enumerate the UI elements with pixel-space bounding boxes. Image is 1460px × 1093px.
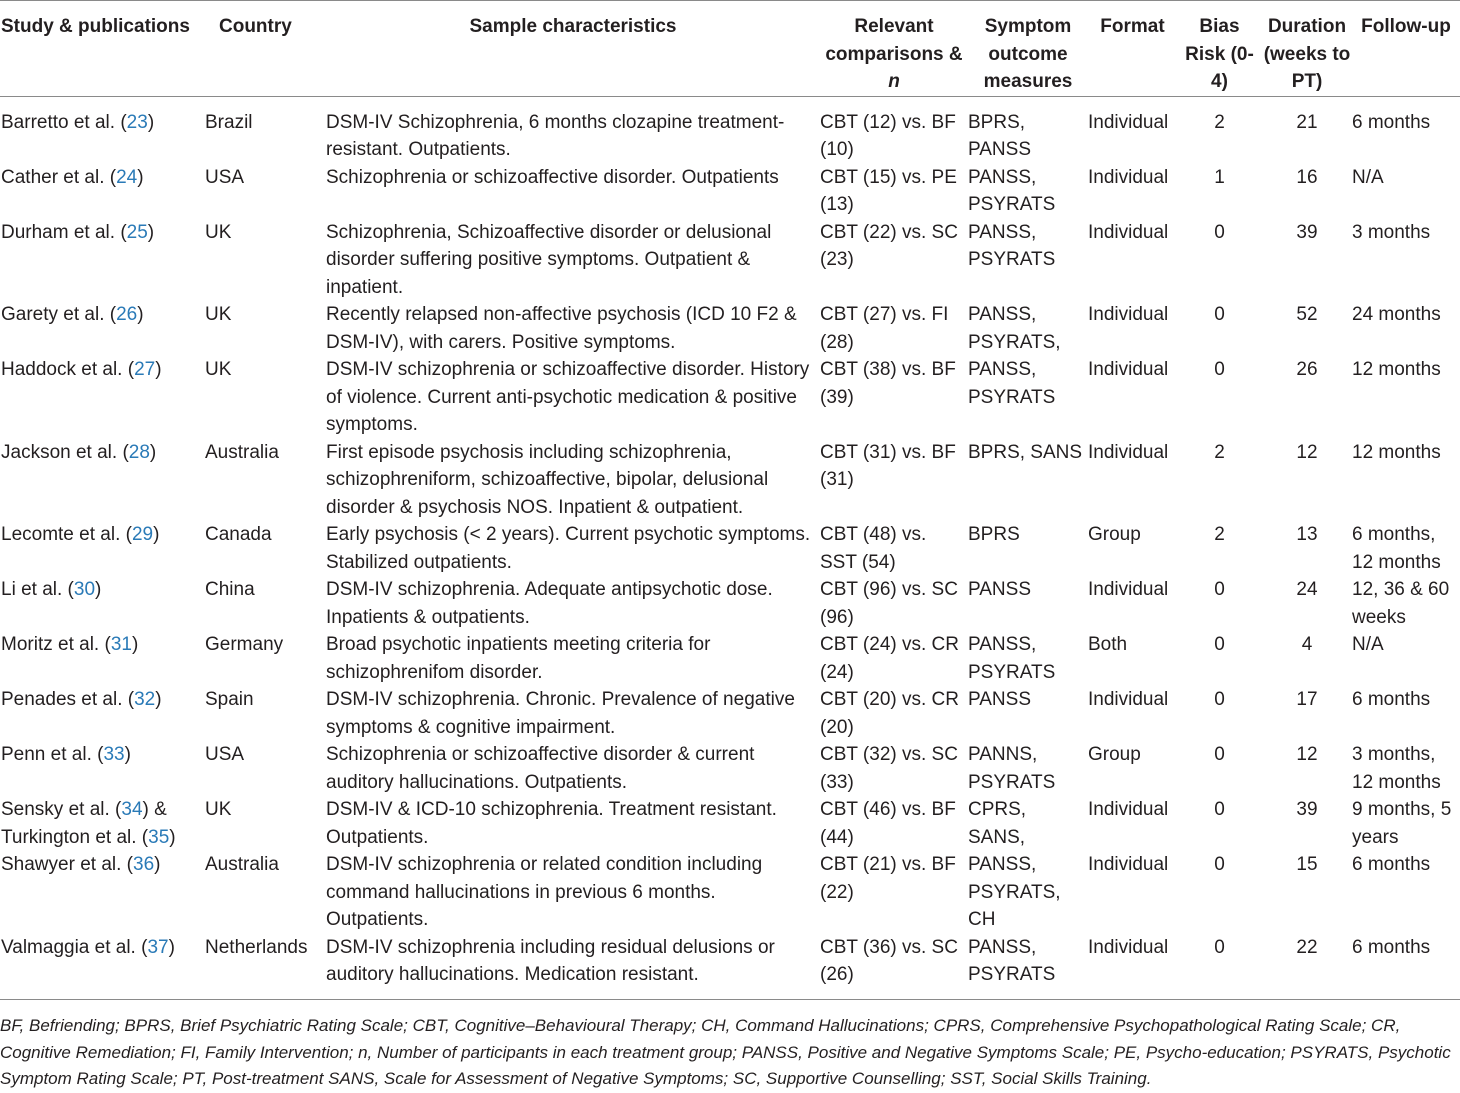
cell-followup: 12 months [1352,441,1441,463]
cell-outcome: BPRS, SANS [968,441,1083,463]
cell-country: Australia [205,854,279,875]
study-name: Moritz et al. ( [1,634,111,655]
cell-country: China [205,579,255,600]
cell-bias: 0 [1214,854,1225,875]
study-paren: ) [155,689,162,710]
reference-link: 30 [73,579,96,600]
cell-followup: 9 months, 5 years [1352,799,1452,848]
cell-format: Group [1088,744,1141,765]
cell-format: Individual [1088,166,1169,188]
table-row [0,576,1460,631]
study-name: Shawyer et al. ( [1,854,133,875]
cell-bias: 2 [1214,524,1225,545]
cell-format: Individual [1088,799,1169,820]
cell-bias: 2 [1214,441,1225,463]
cell-country: UK [205,304,232,325]
table-row [0,219,1460,302]
reference-link: 24 [116,166,138,188]
reference-link: 25 [126,221,148,243]
cell-format: Individual [1088,441,1169,463]
cell-comparisons: CBT (96) vs. SC (96) [820,579,958,628]
cell-bias: 0 [1214,744,1225,765]
cell-duration: 26 [1296,359,1318,380]
header-format: Format [1100,16,1165,37]
reference-link: 33 [103,744,125,765]
cell-study [0,741,205,796]
table-row [0,356,1460,439]
header-duration: Duration (weeks to PT) [1263,16,1351,92]
cell-sample: DSM-IV schizophrenia or related condition including command hallucinations in previous 6 months. Outpatients. [326,854,763,930]
cell-duration: 16 [1296,166,1318,188]
cell-format: Individual [1088,854,1169,875]
cell-sample: Recently relapsed non-affective psychosis (ICD 10 F2 & DSM-IV), with carers. Positive symptoms. [326,304,797,353]
study-name: Penades et al. ( [1,689,135,710]
cell-study [0,576,205,631]
cell-outcome: PANSS, PSYRATS [968,166,1056,215]
cell-study [0,796,205,851]
header-sample: Sample characteristics [469,16,677,37]
cell-duration: 13 [1296,524,1318,545]
cell-outcome: CPRS, SANS, [968,799,1027,848]
cell-comparisons: CBT (12) vs. BF (10) [820,111,956,160]
cell-country: UK [205,221,232,243]
cell-followup: N/A [1352,634,1384,655]
reference-link: 36 [133,854,155,875]
reference-link: 34 [121,799,143,820]
cell-comparisons: CBT (32) vs. SC (33) [820,744,958,793]
table-row [0,96,1460,164]
header-followup: Follow-up [1361,16,1451,37]
cell-sample: Schizophrenia, Schizoaffective disorder or delusional disorder suffering positive symptoms. Outpatient & inpatient. [326,221,772,298]
cell-study [0,96,205,164]
table-row [0,164,1460,219]
cell-duration: 39 [1296,799,1318,820]
study-name: Durham et al. ( [1,221,127,243]
cell-sample: Early psychosis (< 2 years). Current psychotic symptoms. Stabilized outpatients. [326,524,811,573]
cell-comparisons: CBT (27) vs. FI (28) [820,304,949,353]
header-comparisons-label: Relevant comparisons & [825,16,963,65]
cell-format: Individual [1088,304,1169,325]
cell-format: Individual [1088,221,1169,243]
reference-link: 27 [134,359,156,380]
study-name: Turkington et al. ( [1,826,149,848]
cell-study [0,934,205,1000]
header-study: Study & publications [1,16,190,37]
cell-outcome: BPRS [968,524,1020,545]
cell-outcome: PANSS, PSYRATS [968,359,1056,408]
study-name: Lecomte et al. ( [1,524,132,545]
study-name: Cather et al. ( [1,166,117,188]
cell-followup: 12, 36 & 60 weeks [1352,579,1450,628]
header-bias: Bias Risk (0-4) [1185,16,1254,92]
cell-bias: 0 [1214,359,1225,380]
cell-duration: 4 [1301,634,1313,655]
study-paren: ) [124,744,131,765]
cell-bias: 0 [1214,799,1225,820]
reference-link: 29 [131,524,154,545]
study-name: Haddock et al. ( [1,359,135,380]
cell-outcome: PANSS, PSYRATS [968,936,1056,985]
study-paren: ) [137,304,144,325]
cell-outcome: BPRS, PANSS [968,111,1032,160]
cell-comparisons: CBT (31) vs. BF (31) [820,441,956,490]
cell-format: Group [1088,524,1141,545]
cell-duration: 12 [1296,744,1318,765]
study-paren: ) & [142,799,167,820]
study-paren: ) [169,826,176,848]
cell-study [0,686,205,741]
table-row [0,521,1460,576]
reference-link: 23 [126,111,148,133]
cell-followup: 12 months [1352,359,1441,380]
cell-bias: 0 [1214,221,1225,243]
cell-sample: DSM-IV & ICD-10 schizophrenia. Treatment resistant. Outpatients. [326,799,777,848]
cell-followup: 3 months, 12 months [1352,744,1441,793]
cell-followup: 6 months [1352,854,1431,875]
cell-outcome: PANSS, PSYRATS [968,634,1056,683]
cell-outcome: PANSS [968,579,1032,600]
cell-bias: 1 [1214,166,1225,188]
cell-comparisons: CBT (20) vs. CR (20) [820,689,960,738]
cell-outcome: PANSS [968,689,1032,710]
reference-link: 32 [134,689,156,710]
cell-duration: 21 [1296,111,1318,133]
header-country: Country [219,16,292,37]
header-comparisons [820,1,968,97]
cell-country: Netherlands [205,936,308,958]
cell-country: Brazil [205,111,253,133]
cell-followup: 6 months, 12 months [1352,524,1441,573]
cell-format: Individual [1088,689,1169,710]
study-paren: ) [137,166,144,188]
cell-duration: 15 [1296,854,1318,875]
cell-country: Spain [205,689,254,710]
study-name: Li et al. ( [1,579,74,600]
cell-sample: DSM-IV schizophrenia including residual delusions or auditory hallucinations. Medication resistant. [326,936,775,985]
cell-format: Individual [1088,936,1169,958]
study-paren: ) [147,111,155,133]
cell-country: USA [205,166,245,188]
table-row [0,741,1460,796]
table-row [0,796,1460,851]
header-row [0,1,1460,97]
cell-bias: 0 [1214,304,1225,325]
cell-duration: 22 [1296,936,1318,958]
cell-comparisons: CBT (15) vs. PE (13) [820,166,957,215]
cell-country: Australia [205,441,279,463]
study-paren: ) [155,359,162,380]
study-name: Jackson et al. ( [1,441,129,463]
cell-country: UK [205,359,232,380]
cell-followup: 3 months [1352,221,1431,243]
cell-sample: Schizophrenia or schizoaffective disorder & current auditory hallucinations. Outpatients. [326,744,755,793]
cell-comparisons: CBT (36) vs. SC (26) [820,936,958,985]
table-footnote: BF, Befriending; BPRS, Brief Psychiatric Rating Scale; CBT, Cognitive–Behavioural Therapy; CH, Command Hallucinations; CPRS, Comprehensive Psychopathological Rating Scale; CR, Cognitive Remediation; FI, Family Intervention; n, Number of participants in each treatment group; PANSS, Positive and Negative Symptoms Scale; PE, Psycho-education; PSYRATS, Psychotic Symptom Rating Scale; PT, Post-treatment SANS, Scale for Assessment of Negative Symptoms; SC, Supportive Counselling; SST, Social Skills Training. [0,1016,1451,1088]
study-paren: ) [95,579,102,600]
cell-study [0,164,205,219]
study-name: Barretto et al. ( [1,111,127,133]
cell-study [0,851,205,934]
cell-outcome: PANSS, PSYRATS, CH [968,854,1061,930]
reference-link: 26 [116,304,138,325]
cell-sample: Broad psychotic inpatients meeting criteria for schizophrenifom disorder. [326,634,711,683]
cell-format: Individual [1088,579,1169,600]
cell-country: UK [205,799,232,820]
table-row [0,934,1460,1000]
cell-study [0,219,205,302]
cell-bias: 2 [1214,111,1225,133]
cell-sample: DSM-IV Schizophrenia, 6 months clozapine treatment-resistant. Outpatients. [326,111,785,160]
table-row [0,686,1460,741]
cell-bias: 0 [1214,634,1225,655]
cell-country: Canada [205,524,272,545]
reference-link: 31 [110,634,132,655]
study-name: Garety et al. ( [1,304,117,325]
cell-comparisons: CBT (48) vs. SST (54) [820,524,927,573]
study-name: Penn et al. ( [1,744,104,765]
header-comparisons-n: n [888,71,900,92]
header-outcome: Symptom outcome measures [983,16,1073,92]
study-paren: ) [149,441,157,463]
cell-comparisons: CBT (38) vs. BF (39) [820,359,956,408]
study-paren: ) [154,854,161,875]
cell-study [0,356,205,439]
cell-followup: 24 months [1352,304,1441,325]
cell-comparisons: CBT (46) vs. BF (44) [820,799,956,848]
cell-followup: 6 months [1352,689,1431,710]
cell-bias: 0 [1214,689,1225,710]
cell-duration: 52 [1296,304,1318,325]
cell-country: USA [205,744,245,765]
reference-link: 28 [128,441,150,463]
reference-link: 37 [147,936,169,958]
table-row [0,631,1460,686]
cell-outcome: PANSS, PSYRATS [968,221,1056,270]
cell-sample: DSM-IV schizophrenia or schizoaffective disorder. History of violence. Current anti-psychotic medication & positive symptoms. [326,359,810,435]
cell-duration: 24 [1296,579,1318,600]
cell-format: Individual [1088,111,1169,133]
cell-outcome: PANNS, PSYRATS [968,744,1056,793]
cell-sample: DSM-IV schizophrenia. Adequate antipsychotic dose. Inpatients & outpatients. [326,579,773,628]
cell-duration: 39 [1296,221,1318,243]
cell-format: Individual [1088,359,1169,380]
table-row [0,439,1460,522]
cell-bias: 0 [1214,579,1225,600]
cell-followup: 6 months [1352,111,1431,133]
table-body [0,96,1460,999]
cell-followup: N/A [1352,166,1384,188]
study-paren: ) [147,221,155,243]
cell-study [0,439,205,522]
cell-sample: First episode psychosis including schizophrenia, schizophreniform, schizoaffective, bipolar, delusional disorder & psychosis NOS. Inpatient & outpatient. [326,441,769,518]
reference-link: 35 [148,826,170,848]
cell-duration: 17 [1296,689,1318,710]
cell-bias: 0 [1214,936,1225,958]
cell-format: Both [1088,634,1128,655]
cell-country: Germany [205,634,284,655]
study-name: Sensky et al. ( [1,799,122,820]
cell-outcome: PANSS, PSYRATS, [968,304,1061,353]
cell-sample: Schizophrenia or schizoaffective disorder. Outpatients [326,166,779,188]
study-name: Valmaggia et al. ( [1,936,148,958]
study-paren: ) [153,524,160,545]
table-row [0,851,1460,934]
cell-comparisons: CBT (22) vs. SC (23) [820,221,958,270]
study-paren: ) [168,936,175,958]
cell-duration: 12 [1296,441,1318,463]
cell-followup: 6 months [1352,936,1431,958]
table-row [0,301,1460,356]
cell-comparisons: CBT (24) vs. CR (24) [820,634,960,683]
cell-study [0,631,205,686]
cell-study [0,521,205,576]
cell-comparisons: CBT (21) vs. BF (22) [820,854,956,903]
cell-sample: DSM-IV schizophrenia. Chronic. Prevalence of negative symptoms & cognitive impairment. [326,689,795,738]
study-paren: ) [131,634,139,655]
cell-study [0,301,205,356]
